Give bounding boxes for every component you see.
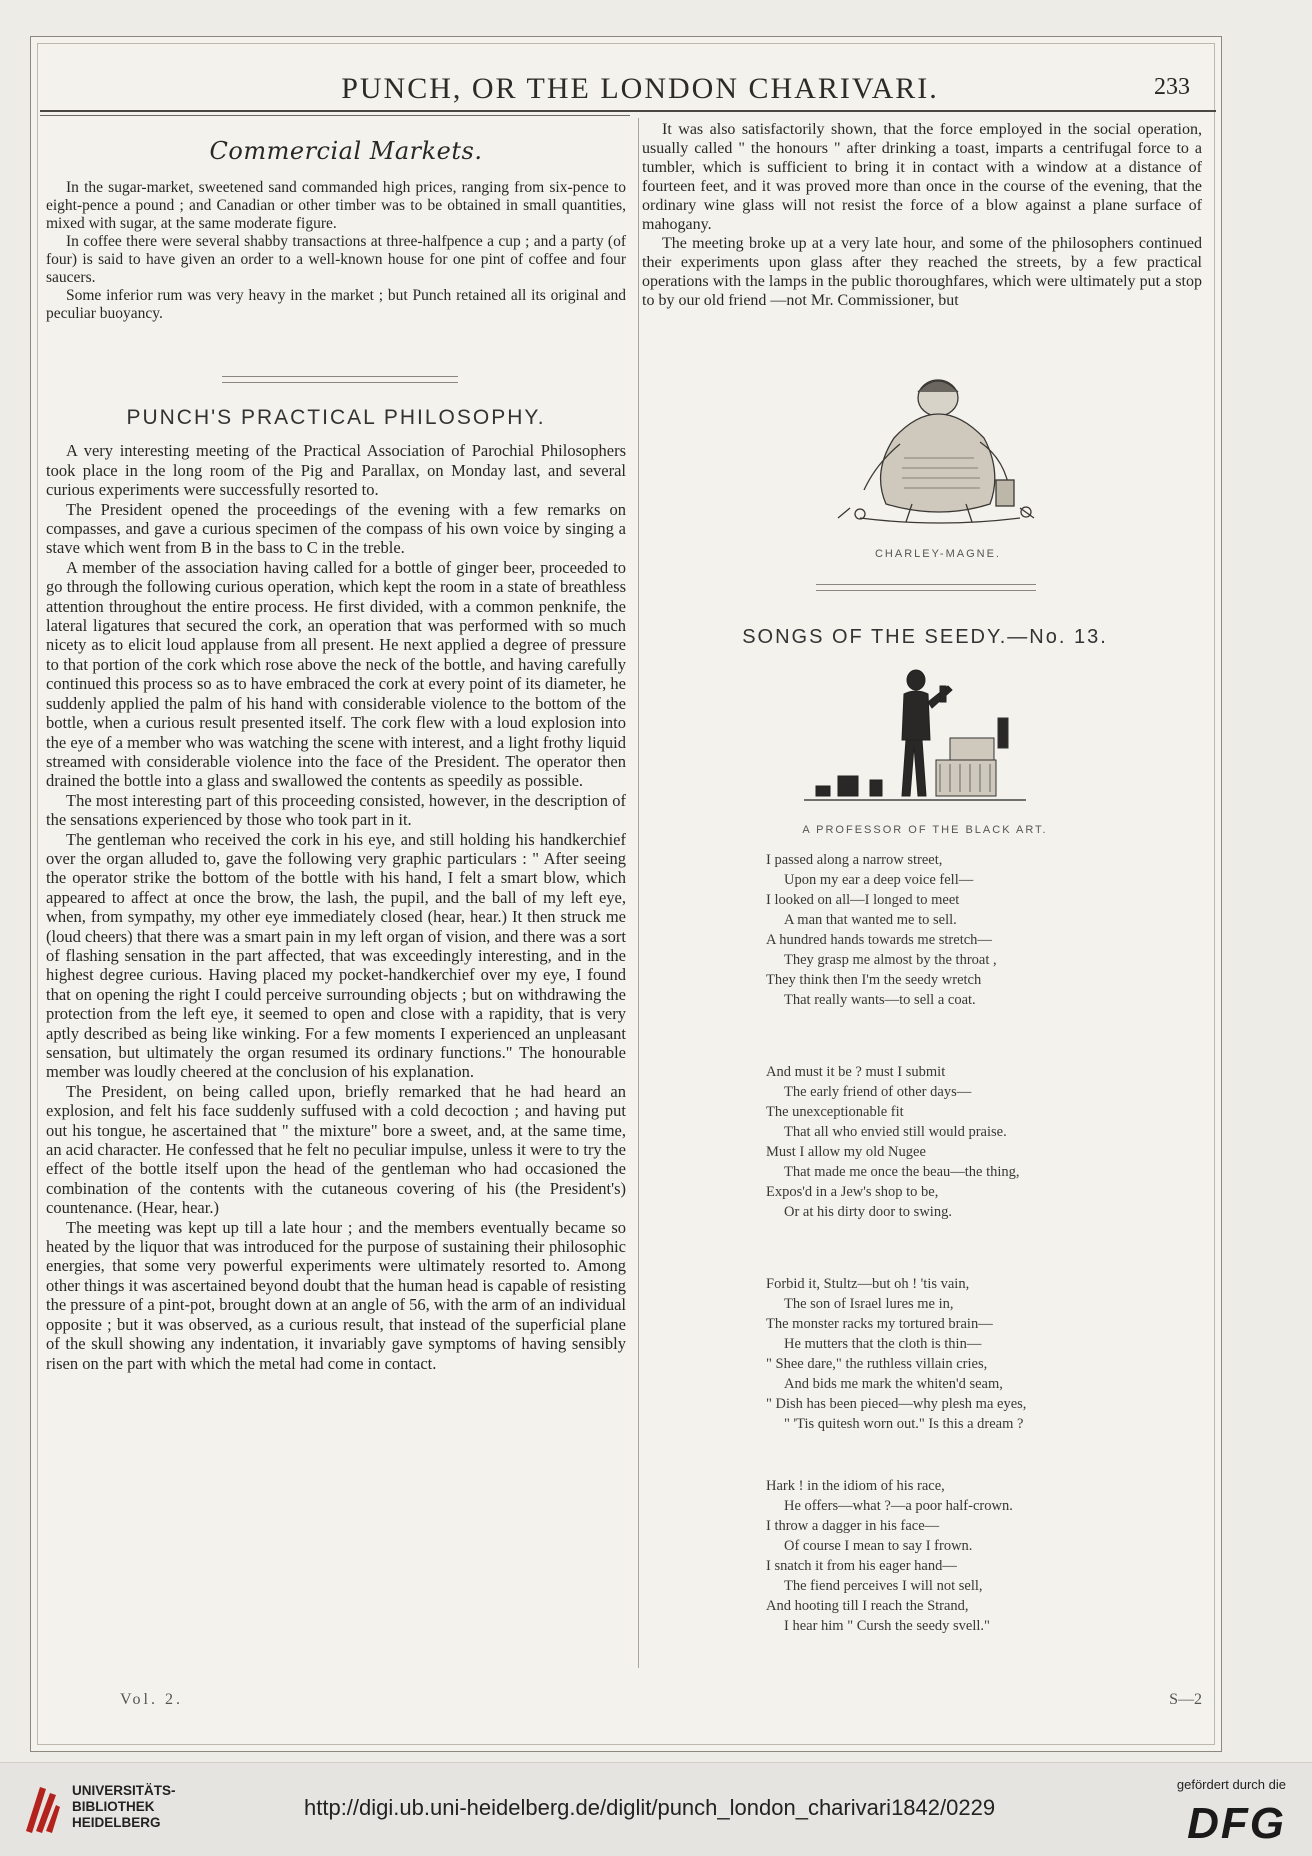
philosophy-paragraph: The most interesting part of this proceeding consisted, however, in the description of the sensations experienced by those who took part in it. (46, 790, 626, 830)
poem-line: Of course I mean to say I frown. (784, 1538, 973, 1554)
section-divider (816, 584, 1036, 591)
poem-line: Forbid it, Stultz—but oh ! 'tis vain, (766, 1276, 970, 1292)
commercial-heading: Commercial Markets. (209, 137, 483, 165)
poem-line: They think then I'm the seedy wretch (766, 972, 982, 988)
poem-line: Must I allow my old Nugee (766, 1144, 926, 1160)
continuation-paragraph: It was also satisfactorily shown, that the force employed in the social operation, usually called " the honours " after drinking a toast, imparts a centrifugal force to a tumbler, which is sufficient to bring it in contact with a window at a distance of fourteen feet, and it was proved more than once in the course of the evening, that the ordinary wine glass will not resist the force of a blow against a plane surface of mahogany. (642, 121, 1202, 233)
library-logo-icon (22, 1783, 62, 1835)
poem-line: They grasp me almost by the throat , (784, 952, 997, 968)
poem-line: " Shee dare," the ruthless villain cries, (766, 1356, 988, 1372)
page-title: PUNCH, OR THE LONDON CHARIVARI. (341, 72, 939, 105)
running-head (70, 72, 1210, 108)
poem-line: The son of Israel lures me in, (784, 1296, 954, 1312)
dfg-logo: DFG (1187, 1799, 1286, 1848)
poem-line: A hundred hands towards me stretch— (766, 932, 992, 948)
poem-line: I looked on all—I longed to meet (766, 892, 960, 908)
poem-line: He mutters that the cloth is thin— (784, 1336, 982, 1352)
philosophy-paragraph: The meeting was kept up till a late hour ; and the members eventually became so heated by the liquor that was introduced for the purpose of sustaining their philosophic energies, that some very powerful experiments were ultimately resorted to. Among other things it was ascertained beyond doubt that the human head is capable of resisting the pressure of a pint-pot, brought down at an angle of 56, with the arm of an individual opposite ; but it was observed, as a curious result, that instead of the superficial plane of the skull showing any indentation, it invariably gave symptoms of having sensibly risen on the part with which the metal had come in contact. (46, 1217, 626, 1373)
poem-line: " Dish has been pieced—why plesh ma eyes, (766, 1396, 1027, 1412)
poem-line: That all who envied still would praise. (784, 1124, 1007, 1140)
philosophy-heading: PUNCH'S PRACTICAL PHILOSOPHY. (126, 406, 546, 429)
poem-line: And must it be ? must I submit (766, 1064, 946, 1080)
university-line: HEIDELBERG (72, 1815, 161, 1830)
commercial-paragraph: In the sugar-market, sweetened sand commanded high prices, ranging from six-pence to eight-pence a pound ; and Canadian or other timber was to be obtained in small quantities, mixed with sugar, at the same moderate figure. (46, 179, 626, 233)
poem-line: I snatch it from his eager hand— (766, 1558, 957, 1574)
funded-by-label: gefördert durch die (1176, 1777, 1286, 1792)
page-number: 233 (1154, 74, 1190, 100)
songs-heading: SONGS OF THE SEEDY.—No. 13. (742, 626, 1108, 648)
volume-label: Vol. 2. (120, 1691, 183, 1708)
poem-line: Expos'd in a Jew's shop to be, (766, 1184, 939, 1200)
poem-line: The unexceptionable fit (766, 1104, 904, 1120)
poem-line: The early friend of other days— (784, 1084, 972, 1100)
philosophy-section (46, 408, 626, 1373)
philosophy-continuation (642, 120, 1202, 310)
source-url-link[interactable]: http://digi.ub.uni-heidelberg.de/diglit/punch_london_charivari1842/0229 (304, 1795, 996, 1820)
poem-line: The monster racks my tortured brain— (766, 1316, 993, 1332)
section-divider (222, 376, 458, 383)
poem-line: Or at his dirty door to swing. (784, 1204, 952, 1220)
poem-stanza (766, 1062, 1186, 1222)
poem-line: I throw a dagger in his face— (766, 1518, 940, 1534)
university-name (72, 1783, 176, 1831)
philosophy-paragraph: The President, on being called upon, briefly remarked that he had heard an explosion, and felt his face suddenly suffused with a cold decoction ; and having put out his tongue, he ascertained that " the mixture" bore a sweet, and, at the same time, an acid character. He confessed that he felt no peculiar impulse, unless it were to try the effect of the bottle itself upon the head of the gentleman who had occasioned the combination of the contents with the cutaneous covering of his (the President's) countenance. (Hear, hear.) (46, 1081, 626, 1218)
poem-line: That made me once the beau—the thing, (784, 1164, 1020, 1180)
university-line: BIBLIOTHEK (72, 1799, 155, 1814)
poem-line: A man that wanted me to sell. (784, 912, 957, 928)
philosophy-paragraph: A member of the association having called for a bottle of ginger beer, proceeded to go through the following curious operation, which kept the room in a state of breathless attention throughout the entire process. He first divided, with a common penknife, the lateral ligatures that secured the cork, an operation that was performed with so much nicety as to elicit loud applause from all present. He next applied a degree of pressure to that portion of the cork which rose above the neck of the bottle, and having carefully continued this process so as to have embraced the cork at every point of its diameter, he suddenly applied the palm of his hand with considerable violence to the bottom of the bottle, when a curious result presented itself. The cork flew with a loud explosion into the eye of a member who was watching the scene with interest, and a light frothy liquid streamed with considerable violence into the face of the President. The operator then drained the bottle into a glass and swallowed the contents as speedily as possible. (46, 557, 626, 791)
poem-line: And hooting till I reach the Strand, (766, 1598, 969, 1614)
poem-line: I hear him " Cursh the seedy svell." (784, 1618, 990, 1634)
poem-line: He offers—what ?—a poor half-crown. (784, 1498, 1013, 1514)
column-rule (638, 118, 639, 1668)
head-rule-thin (40, 115, 630, 116)
poem-stanza (766, 1274, 1186, 1434)
poem-line: That really wants—to sell a coat. (784, 992, 976, 1008)
poem-line: Hark ! in the idiom of his race, (766, 1478, 945, 1494)
poem-line: And bids me mark the whiten'd seam, (784, 1376, 1003, 1392)
commercial-paragraph: Some inferior rum was very heavy in the market ; but Punch retained all its original and peculiar buoyancy. (46, 287, 626, 323)
signature-mark: S—2 (1169, 1691, 1202, 1708)
university-line: UNIVERSITÄTS- (72, 1783, 176, 1798)
poem-line: Upon my ear a deep voice fell— (784, 872, 974, 888)
poem-line: " 'Tis quitesh worn out." Is this a dream ? (784, 1416, 1024, 1432)
continuation-paragraph: The meeting broke up at a very late hour, and some of the philosophers continued their experiments upon glass after they reached the streets, by a few practical operations with the lamps in the public thoroughfares, which were ultimately put a stop to by our old friend —not Mr. Commissioner, but (642, 235, 1202, 309)
poem-stanza (766, 850, 1186, 1010)
head-rule (40, 110, 1216, 112)
philosophy-paragraph: The gentleman who received the cork in his eye, and still holding his handkerchief over the organ alluded to, gave the following very graphic particulars : " After seeing the operator strike the bottom of the bottle with his hand, I felt a smart blow, which appeared to affect at once the brow, the lash, the pupil, and the ball of my left eye, when, from sympathy, my other eye immediately closed (hear, hear.) It then struck me (loud cheers) that there was a smart pain in my left organ of vision, and there was a sort of flashing sensation in the part affected, that was exceedingly interesting, and in the highest degree curious. Having placed my pocket-handkerchief over my eye, I found that on opening the right I could perceive surrounding objects ; but on withdrawing the protection from the left eye, it seemed to open and close with a rapidity, that is very aptly described as being like winking. For a few moments I experienced an unpleasant sensation, but ultimately the organ resumed its ordinary functions." The honourable member was loudly cheered at the conclusion of his explanation. (46, 829, 626, 1082)
commercial-paragraph: In coffee there were several shabby transactions at three-halfpence a cup ; and a party (of four) is said to have given an order to a well-known house for one pint of coffee and four saucers. (46, 233, 626, 287)
philosophy-paragraph: A very interesting meeting of the Practical Association of Parochial Philosophers took place in the long room of the Pig and Parallax, on Monday last, and several curious experiments were successfully resorted to. (46, 441, 626, 500)
professor-caption: A PROFESSOR OF THE BLACK ART. (802, 824, 1048, 836)
poem-line: I passed along a narrow street, (766, 852, 943, 868)
philosophy-paragraph: The President opened the proceedings of the evening with a few remarks on compasses, and gave a curious specimen of the compass of his own voice by singing a stave which went from B in the bass to C in the treble. (46, 499, 626, 558)
commercial-section (46, 137, 626, 323)
charley-magne-caption: CHARLEY-MAGNE. (874, 548, 1001, 560)
library-bar (0, 1762, 1312, 1856)
charley-magne-illustration (820, 368, 1050, 538)
poem-line: The fiend perceives I will not sell, (784, 1578, 983, 1594)
poem-stanza (766, 1476, 1186, 1636)
professor-illustration (800, 668, 1030, 818)
